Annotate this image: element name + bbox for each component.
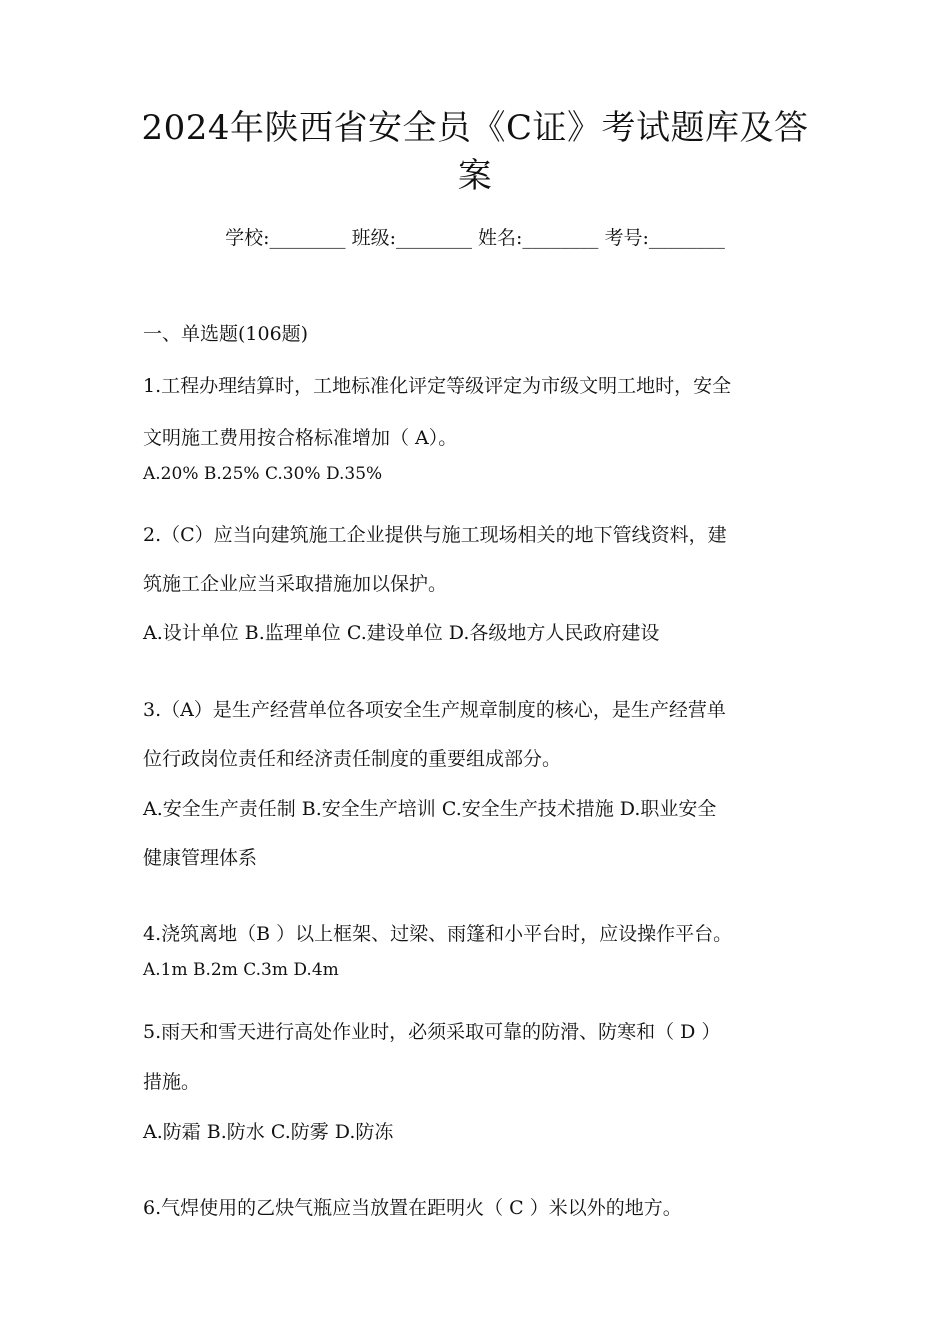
question-6-stem-line-1: 6.气焊使用的乙炔气瓶应当放置在距明火（ C ）米以外的地方。	[143, 1197, 682, 1219]
student-info-line: 学校:________ 班级:________ 姓名:________ 考号:________	[225, 227, 725, 249]
question-2-stem-line-2: 筑施工企业应当采取措施加以保护。	[143, 573, 448, 595]
question-5-options: A.防霜 B.防水 C.防雾 D.防冻	[143, 1121, 394, 1143]
document-title-line-2: 案	[457, 156, 493, 196]
question-3-stem-line-1: 3.（A）是生产经营单位各项安全生产规章制度的核心，是生产经营单	[143, 699, 726, 721]
question-2-stem-line-1: 2.（C）应当向建筑施工企业提供与施工现场相关的地下管线资料，建	[143, 524, 727, 546]
question-4-options: A.1m B.2m C.3m D.4m	[143, 960, 339, 980]
question-5-stem-line-2: 措施。	[143, 1071, 201, 1093]
question-3-options-line-1: A.安全生产责任制 B.安全生产培训 C.安全生产技术措施 D.职业安全	[143, 798, 717, 820]
question-2-options: A.设计单位 B.监理单位 C.建设单位 D.各级地方人民政府建设	[143, 622, 660, 644]
section-heading: 一、单选题(106题)	[143, 323, 309, 345]
question-5-stem-line-1: 5.雨天和雪天进行高处作业时，必须采取可靠的防滑、防寒和（ D ）	[143, 1021, 721, 1043]
question-1-stem-line-1: 1.工程办理结算时，工地标准化评定等级评定为市级文明工地时，安全	[143, 375, 732, 397]
question-1-stem-line-2: 文明施工费用按合格标准增加（ A）。	[143, 427, 458, 449]
question-4-stem-line-1: 4.浇筑离地（B ）以上框架、过梁、雨篷和小平台时，应设操作平台。	[143, 923, 733, 945]
question-3-stem-line-2: 位行政岗位责任和经济责任制度的重要组成部分。	[143, 748, 562, 770]
question-1-options: A.20% B.25% C.30% D.35%	[143, 464, 383, 484]
question-3-options-line-2: 健康管理体系	[143, 847, 258, 869]
document-title-line-1: 2024年陕西省安全员《C证》考试题库及答	[141, 108, 809, 148]
